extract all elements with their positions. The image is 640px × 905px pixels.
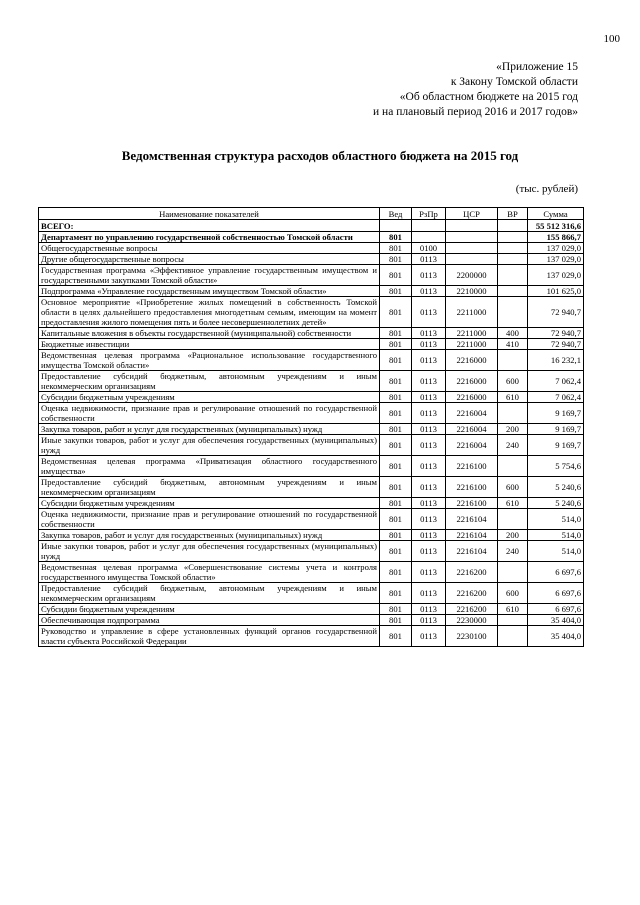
row-name: Субсидии бюджетным учреждениям	[39, 392, 380, 403]
row-name: Другие общегосударственные вопросы	[39, 254, 380, 265]
row-rzpr: 0113	[412, 541, 446, 562]
row-vr	[498, 243, 528, 254]
row-sum: 101 625,0	[528, 286, 584, 297]
row-sum: 7 062,4	[528, 392, 584, 403]
row-ved: 801	[380, 328, 412, 339]
row-sum: 137 029,0	[528, 243, 584, 254]
row-ved: 801	[380, 456, 412, 477]
row-sum: 35 404,0	[528, 626, 584, 647]
row-rzpr: 0113	[412, 371, 446, 392]
row-csr: 2200000	[446, 265, 498, 286]
row-csr: 2216004	[446, 403, 498, 424]
row-csr: 2216200	[446, 604, 498, 615]
table-row	[39, 626, 584, 647]
row-name: Общегосударственные вопросы	[39, 243, 380, 254]
row-sum: 6 697,6	[528, 604, 584, 615]
row-ved: 801	[380, 339, 412, 350]
table-row	[39, 477, 584, 498]
row-name: Предоставление субсидий бюджетным, автономным учреждениям и иным некоммерческим организациям	[39, 371, 380, 392]
row-vr: 200	[498, 424, 528, 435]
row-sum: 514,0	[528, 509, 584, 530]
row-name: Бюджетные инвестиции	[39, 339, 380, 350]
row-name: Государственная программа «Эффективное управление государственным имуществом и государственными закупками Томской области»	[39, 265, 380, 286]
row-name: Предоставление субсидий бюджетным, автономным учреждениям и иным некоммерческим организациям	[39, 477, 380, 498]
row-sum: 137 029,0	[528, 265, 584, 286]
row-name: Департамент по управлению государственной собственностью Томской области	[39, 232, 380, 243]
row-sum: 9 169,7	[528, 424, 584, 435]
row-name: Субсидии бюджетным учреждениям	[39, 498, 380, 509]
row-ved: 801	[380, 424, 412, 435]
row-ved: 801	[380, 604, 412, 615]
header-name: Наименование показателей	[39, 208, 380, 220]
row-ved: 801	[380, 435, 412, 456]
row-sum: 9 169,7	[528, 403, 584, 424]
row-rzpr: 0113	[412, 254, 446, 265]
total-empty-cell	[446, 220, 498, 232]
row-csr: 2216200	[446, 562, 498, 583]
row-sum: 72 940,7	[528, 339, 584, 350]
table-header-row	[39, 208, 584, 220]
row-rzpr: 0113	[412, 498, 446, 509]
appendix-line: к Закону Томской области	[450, 76, 578, 88]
row-sum: 6 697,6	[528, 583, 584, 604]
appendix-line: и на плановый период 2016 и 2017 годов»	[373, 106, 578, 118]
document-title: Ведомственная структура расходов областного бюджета на 2015 год	[121, 148, 519, 163]
row-ved: 801	[380, 615, 412, 626]
row-name: Иные закупки товаров, работ и услуг для обеспечения государственных (муниципальных) нужд	[39, 435, 380, 456]
row-rzpr: 0113	[412, 435, 446, 456]
row-vr: 610	[498, 604, 528, 615]
row-csr: 2216000	[446, 371, 498, 392]
row-rzpr: 0113	[412, 604, 446, 615]
row-ved: 801	[380, 498, 412, 509]
table-row	[39, 498, 584, 509]
row-csr: 2211000	[446, 297, 498, 328]
row-csr: 2216100	[446, 498, 498, 509]
row-sum: 35 404,0	[528, 615, 584, 626]
row-rzpr: 0113	[412, 477, 446, 498]
row-sum: 5 240,6	[528, 477, 584, 498]
row-sum: 72 940,7	[528, 297, 584, 328]
total-label: ВСЕГО:	[39, 220, 380, 232]
header-vr: ВР	[498, 208, 528, 220]
appendix-line: «Об областном бюджете на 2015 год	[399, 91, 578, 103]
row-rzpr: 0100	[412, 243, 446, 254]
row-name: Оценка недвижимости, признание прав и регулирование отношений по государственной собственности	[39, 403, 380, 424]
row-rzpr: 0113	[412, 583, 446, 604]
table-row	[39, 424, 584, 435]
table-row	[39, 392, 584, 403]
row-vr	[498, 265, 528, 286]
row-rzpr: 0113	[412, 403, 446, 424]
table-row	[39, 604, 584, 615]
header-ved: Вед	[380, 208, 412, 220]
row-csr: 2211000	[446, 339, 498, 350]
row-vr	[498, 254, 528, 265]
total-row	[39, 220, 584, 232]
page-number: 100	[603, 33, 620, 45]
row-ved: 801	[380, 243, 412, 254]
units-label: (тыс. рублей)	[515, 183, 578, 195]
row-csr: 2216104	[446, 541, 498, 562]
row-csr: 2216200	[446, 583, 498, 604]
row-csr: 2216000	[446, 350, 498, 371]
row-vr: 600	[498, 583, 528, 604]
row-csr: 2210000	[446, 286, 498, 297]
row-csr: 2216004	[446, 435, 498, 456]
row-ved: 801	[380, 297, 412, 328]
row-vr	[498, 456, 528, 477]
table-row	[39, 339, 584, 350]
row-name: Закупка товаров, работ и услуг для государственных (муниципальных) нужд	[39, 530, 380, 541]
table-row	[39, 286, 584, 297]
row-sum: 514,0	[528, 541, 584, 562]
table-row	[39, 403, 584, 424]
budget-table	[38, 207, 584, 647]
row-name: Подпрограмма «Управление государственным имуществом Томской области»	[39, 286, 380, 297]
row-rzpr: 0113	[412, 424, 446, 435]
row-csr: 2230000	[446, 615, 498, 626]
row-ved: 801	[380, 477, 412, 498]
appendix-header	[373, 60, 578, 120]
row-name: Капитальные вложения в объекты государственной (муниципальной) собственности	[39, 328, 380, 339]
row-rzpr: 0113	[412, 392, 446, 403]
row-vr	[498, 615, 528, 626]
total-empty-cell	[412, 220, 446, 232]
table-row	[39, 243, 584, 254]
appendix-line: «Приложение 15	[496, 61, 578, 73]
row-ved: 801	[380, 254, 412, 265]
row-sum: 137 029,0	[528, 254, 584, 265]
row-rzpr	[412, 232, 446, 243]
total-empty-cell	[498, 220, 528, 232]
row-sum: 5 754,6	[528, 456, 584, 477]
row-ved: 801	[380, 626, 412, 647]
header-sum: Сумма	[528, 208, 584, 220]
total-sum: 55 512 316,6	[528, 220, 584, 232]
row-sum: 6 697,6	[528, 562, 584, 583]
row-name: Иные закупки товаров, работ и услуг для обеспечения государственных (муниципальных) нужд	[39, 541, 380, 562]
row-sum: 9 169,7	[528, 435, 584, 456]
row-rzpr: 0113	[412, 530, 446, 541]
row-ved: 801	[380, 403, 412, 424]
row-csr: 2216104	[446, 530, 498, 541]
row-name: Основное мероприятие «Приобретение жилых помещений в собственность Томской области в целях дальнейшего предоставления многодетным семьям, имеющим на момент предоставления жилого помещения пять и более несовершеннолетних детей»	[39, 297, 380, 328]
row-csr: 2216100	[446, 477, 498, 498]
row-ved: 801	[380, 541, 412, 562]
row-ved: 801	[380, 583, 412, 604]
table-row	[39, 265, 584, 286]
row-ved: 801	[380, 509, 412, 530]
row-vr: 600	[498, 477, 528, 498]
row-vr: 610	[498, 392, 528, 403]
row-csr: 2216104	[446, 509, 498, 530]
table-row	[39, 615, 584, 626]
row-csr: 2216000	[446, 392, 498, 403]
row-sum: 72 940,7	[528, 328, 584, 339]
row-ved: 801	[380, 265, 412, 286]
row-vr	[498, 286, 528, 297]
row-csr: 2216004	[446, 424, 498, 435]
row-ved: 801	[380, 350, 412, 371]
row-rzpr: 0113	[412, 509, 446, 530]
total-empty-cell	[380, 220, 412, 232]
table-row	[39, 541, 584, 562]
row-rzpr: 0113	[412, 456, 446, 477]
row-vr	[498, 626, 528, 647]
table-row	[39, 435, 584, 456]
row-name: Субсидии бюджетным учреждениям	[39, 604, 380, 615]
row-sum: 155 866,7	[528, 232, 584, 243]
row-name: Закупка товаров, работ и услуг для государственных (муниципальных) нужд	[39, 424, 380, 435]
row-ved: 801	[380, 286, 412, 297]
row-sum: 16 232,1	[528, 350, 584, 371]
row-vr: 400	[498, 328, 528, 339]
table-row	[39, 583, 584, 604]
row-ved: 801	[380, 562, 412, 583]
row-name: Предоставление субсидий бюджетным, автономным учреждениям и иным некоммерческим организациям	[39, 583, 380, 604]
row-csr	[446, 254, 498, 265]
table-row	[39, 509, 584, 530]
row-ved: 801	[380, 371, 412, 392]
row-rzpr: 0113	[412, 626, 446, 647]
row-rzpr: 0113	[412, 562, 446, 583]
row-vr: 610	[498, 498, 528, 509]
table-row	[39, 562, 584, 583]
row-ved: 801	[380, 530, 412, 541]
row-sum: 7 062,4	[528, 371, 584, 392]
row-vr	[498, 232, 528, 243]
row-csr: 2230100	[446, 626, 498, 647]
row-vr	[498, 562, 528, 583]
table-row	[39, 328, 584, 339]
row-vr: 240	[498, 435, 528, 456]
row-csr	[446, 243, 498, 254]
row-ved: 801	[380, 232, 412, 243]
row-csr: 2211000	[446, 328, 498, 339]
row-rzpr: 0113	[412, 265, 446, 286]
row-rzpr: 0113	[412, 328, 446, 339]
row-rzpr: 0113	[412, 350, 446, 371]
header-csr: ЦСР	[446, 208, 498, 220]
row-vr	[498, 509, 528, 530]
table-row	[39, 530, 584, 541]
table-row	[39, 232, 584, 243]
row-rzpr: 0113	[412, 286, 446, 297]
table-row	[39, 456, 584, 477]
row-sum: 5 240,6	[528, 498, 584, 509]
row-rzpr: 0113	[412, 297, 446, 328]
row-vr	[498, 403, 528, 424]
row-csr	[446, 232, 498, 243]
row-name: Руководство и управление в сфере установленных функций органов государственной власти субъекта Российской Федерации	[39, 626, 380, 647]
row-vr: 200	[498, 530, 528, 541]
row-vr: 410	[498, 339, 528, 350]
row-vr	[498, 297, 528, 328]
row-rzpr: 0113	[412, 615, 446, 626]
row-name: Ведомственная целевая программа «Совершенствование системы учета и контроля государственного имущества Томской области»	[39, 562, 380, 583]
row-ved: 801	[380, 392, 412, 403]
table-row	[39, 254, 584, 265]
row-sum: 514,0	[528, 530, 584, 541]
row-csr: 2216100	[446, 456, 498, 477]
row-name: Ведомственная целевая программа «Приватизация областного государственного имущества»	[39, 456, 380, 477]
row-name: Обеспечивающая подпрограмма	[39, 615, 380, 626]
header-rzpr: РзПр	[412, 208, 446, 220]
row-name: Ведомственная целевая программа «Рациональное использование государственного имущества Томской области»	[39, 350, 380, 371]
row-rzpr: 0113	[412, 339, 446, 350]
row-vr: 600	[498, 371, 528, 392]
row-name: Оценка недвижимости, признание прав и регулирование отношений по государственной собственности	[39, 509, 380, 530]
table-row	[39, 350, 584, 371]
row-vr: 240	[498, 541, 528, 562]
table-row	[39, 371, 584, 392]
row-vr	[498, 350, 528, 371]
table-row	[39, 297, 584, 328]
